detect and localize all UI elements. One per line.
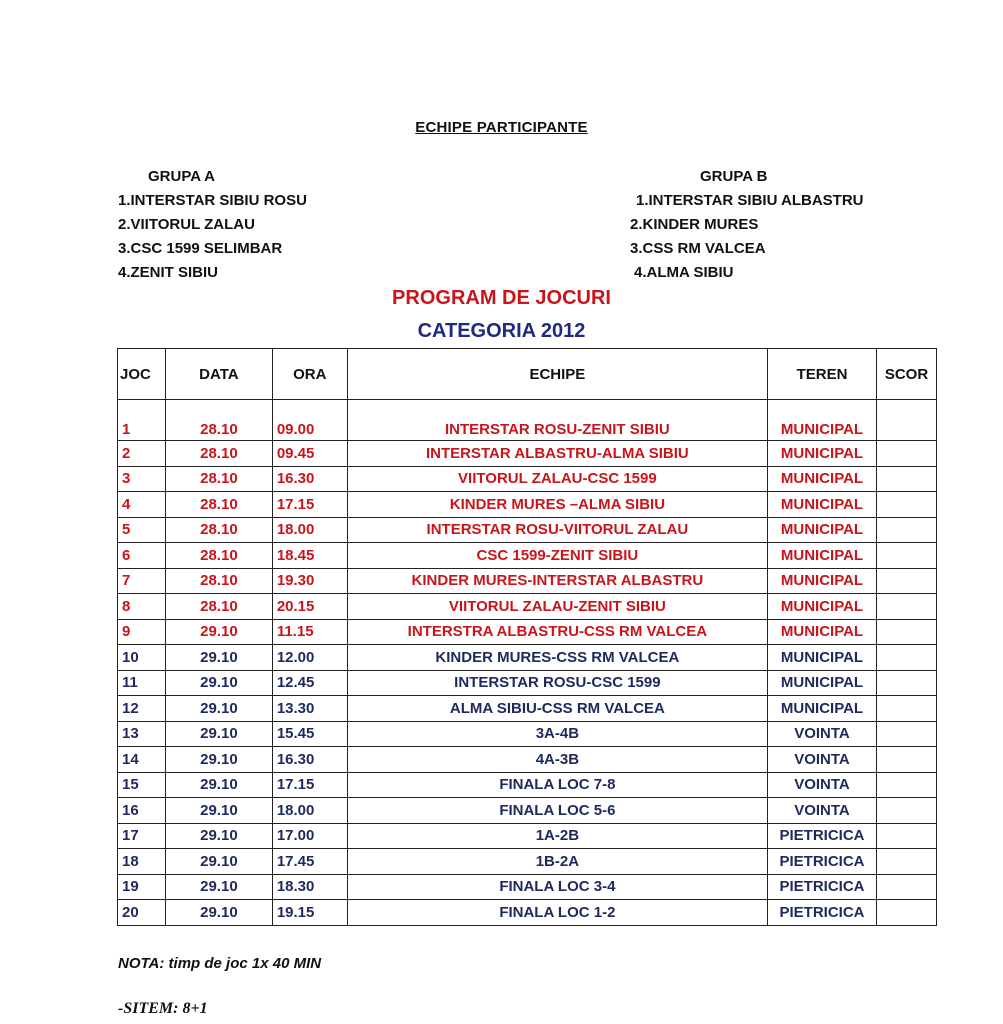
cell-ora: 12.45 xyxy=(272,670,347,696)
cell-joc: 3 xyxy=(118,466,166,492)
table-row xyxy=(118,798,937,824)
cell-ora: 13.30 xyxy=(272,696,347,722)
cell-joc: 2 xyxy=(118,441,166,467)
cell-joc: 6 xyxy=(118,543,166,569)
cell-teren: VOINTA xyxy=(768,798,877,824)
cell-data: 29.10 xyxy=(165,670,272,696)
table-row xyxy=(118,747,937,773)
cell-teren: MUNICIPAL xyxy=(768,517,877,543)
cell-teren: MUNICIPAL xyxy=(768,441,877,467)
table-row xyxy=(118,619,937,645)
cell-teren: PIETRICICA xyxy=(768,874,877,900)
group-a-team: 1.INTERSTAR SIBIU ROSU xyxy=(118,192,307,209)
cell-echipe: INTERSTAR ROSU-CSC 1599 xyxy=(347,670,767,696)
cell-scor xyxy=(876,400,936,441)
cell-echipe: 3A-4B xyxy=(347,721,767,747)
group-a xyxy=(118,165,307,285)
cell-echipe: INTERSTAR ROSU-VIITORUL ZALAU xyxy=(347,517,767,543)
cell-scor xyxy=(876,747,936,773)
cell-teren: MUNICIPAL xyxy=(768,696,877,722)
cell-joc: 14 xyxy=(118,747,166,773)
cell-joc: 10 xyxy=(118,645,166,671)
table-row xyxy=(118,400,937,441)
cell-scor xyxy=(876,772,936,798)
cell-data: 29.10 xyxy=(165,849,272,875)
cell-scor xyxy=(876,441,936,467)
cell-echipe: INTERSTAR ALBASTRU-ALMA SIBIU xyxy=(347,441,767,467)
group-b-team: 4.ALMA SIBIU xyxy=(634,264,734,281)
table-row xyxy=(118,492,937,518)
cell-scor xyxy=(876,696,936,722)
cell-data: 28.10 xyxy=(165,568,272,594)
cell-teren: PIETRICICA xyxy=(768,823,877,849)
cell-data: 29.10 xyxy=(165,747,272,773)
schedule-table xyxy=(117,348,937,926)
cell-joc: 19 xyxy=(118,874,166,900)
cell-joc: 4 xyxy=(118,492,166,518)
cell-joc: 12 xyxy=(118,696,166,722)
table-row xyxy=(118,645,937,671)
cell-joc: 20 xyxy=(118,900,166,926)
table-row xyxy=(118,594,937,620)
cell-scor xyxy=(876,517,936,543)
cell-echipe: VIITORUL ZALAU-ZENIT SIBIU xyxy=(347,594,767,620)
header-data: DATA xyxy=(165,349,272,400)
cell-ora: 17.15 xyxy=(272,492,347,518)
group-a-team: 2.VIITORUL ZALAU xyxy=(118,216,255,233)
header-joc: JOC xyxy=(118,349,166,400)
cell-scor xyxy=(876,466,936,492)
cell-ora: 15.45 xyxy=(272,721,347,747)
cell-joc: 11 xyxy=(118,670,166,696)
cell-data: 29.10 xyxy=(165,645,272,671)
cell-teren: MUNICIPAL xyxy=(768,670,877,696)
cell-ora: 19.15 xyxy=(272,900,347,926)
cell-data: 29.10 xyxy=(165,772,272,798)
table-row xyxy=(118,466,937,492)
cell-teren: PIETRICICA xyxy=(768,849,877,875)
cell-data: 28.10 xyxy=(165,517,272,543)
cell-teren: MUNICIPAL xyxy=(768,466,877,492)
cell-scor xyxy=(876,492,936,518)
group-b-team: 3.CSS RM VALCEA xyxy=(630,240,766,257)
group-b-title: GRUPA B xyxy=(700,168,768,185)
cell-echipe: FINALA LOC 5-6 xyxy=(347,798,767,824)
group-b xyxy=(630,165,864,285)
cell-joc: 13 xyxy=(118,721,166,747)
cell-ora: 09.00 xyxy=(272,400,347,441)
cell-scor xyxy=(876,568,936,594)
cell-teren: MUNICIPAL xyxy=(768,619,877,645)
cell-echipe: KINDER MURES-INTERSTAR ALBASTRU xyxy=(347,568,767,594)
cell-teren: VOINTA xyxy=(768,721,877,747)
cell-data: 28.10 xyxy=(165,466,272,492)
cell-teren: VOINTA xyxy=(768,747,877,773)
schedule-body xyxy=(118,400,937,926)
cell-data: 28.10 xyxy=(165,543,272,569)
cell-teren: MUNICIPAL xyxy=(768,645,877,671)
cell-ora: 09.45 xyxy=(272,441,347,467)
cell-scor xyxy=(876,721,936,747)
cell-data: 28.10 xyxy=(165,594,272,620)
cell-joc: 17 xyxy=(118,823,166,849)
cell-scor xyxy=(876,874,936,900)
cell-echipe: FINALA LOC 1-2 xyxy=(347,900,767,926)
group-a-team: 4.ZENIT SIBIU xyxy=(118,264,219,281)
cell-joc: 16 xyxy=(118,798,166,824)
program-title: PROGRAM DE JOCURI xyxy=(392,287,611,309)
cell-teren: MUNICIPAL xyxy=(768,400,877,441)
cell-data: 28.10 xyxy=(165,441,272,467)
group-b-team: 1.INTERSTAR SIBIU ALBASTRU xyxy=(636,192,864,209)
table-row xyxy=(118,823,937,849)
cell-ora: 18.30 xyxy=(272,874,347,900)
heading-text: ECHIPE PARTICIPANTE xyxy=(415,119,588,136)
cell-data: 28.10 xyxy=(165,492,272,518)
cell-data: 29.10 xyxy=(165,798,272,824)
cell-data: 29.10 xyxy=(165,619,272,645)
cell-joc: 7 xyxy=(118,568,166,594)
cell-echipe: ALMA SIBIU-CSS RM VALCEA xyxy=(347,696,767,722)
cell-ora: 16.30 xyxy=(272,466,347,492)
cell-ora: 18.00 xyxy=(272,517,347,543)
table-row xyxy=(118,568,937,594)
cell-joc: 1 xyxy=(118,400,166,441)
cell-scor xyxy=(876,543,936,569)
header-teren: TEREN xyxy=(768,349,877,400)
cell-joc: 5 xyxy=(118,517,166,543)
cell-echipe: KINDER MURES –ALMA SIBIU xyxy=(347,492,767,518)
cell-echipe: 1B-2A xyxy=(347,849,767,875)
table-row xyxy=(118,721,937,747)
table-header-row xyxy=(118,349,937,400)
cell-ora: 11.15 xyxy=(272,619,347,645)
group-a-team: 3.CSC 1599 SELIMBAR xyxy=(118,240,283,257)
table-row xyxy=(118,517,937,543)
table-row xyxy=(118,696,937,722)
group-a-title: GRUPA A xyxy=(148,168,215,185)
table-row xyxy=(118,441,937,467)
table-row xyxy=(118,772,937,798)
cell-teren: PIETRICICA xyxy=(768,900,877,926)
cell-data: 29.10 xyxy=(165,900,272,926)
cell-data: 28.10 xyxy=(165,400,272,441)
cell-echipe: INTERSTAR ROSU-ZENIT SIBIU xyxy=(347,400,767,441)
cell-joc: 8 xyxy=(118,594,166,620)
cell-scor xyxy=(876,823,936,849)
cell-echipe: FINALA LOC 3-4 xyxy=(347,874,767,900)
cell-data: 29.10 xyxy=(165,823,272,849)
cell-teren: MUNICIPAL xyxy=(768,492,877,518)
cell-scor xyxy=(876,900,936,926)
header-scor: SCOR xyxy=(876,349,936,400)
cell-ora: 17.15 xyxy=(272,772,347,798)
system-text: -SITEM: 8+1 xyxy=(118,1000,208,1017)
cell-scor xyxy=(876,849,936,875)
cell-joc: 18 xyxy=(118,849,166,875)
cell-echipe: 1A-2B xyxy=(347,823,767,849)
group-b-team: 2.KINDER MURES xyxy=(630,216,759,233)
category-title: CATEGORIA 2012 xyxy=(417,320,586,342)
cell-joc: 15 xyxy=(118,772,166,798)
table-row xyxy=(118,900,937,926)
cell-scor xyxy=(876,619,936,645)
cell-data: 29.10 xyxy=(165,696,272,722)
cell-data: 29.10 xyxy=(165,721,272,747)
cell-teren: MUNICIPAL xyxy=(768,543,877,569)
header-echipe: ECHIPE xyxy=(347,349,767,400)
note-text: NOTA: timp de joc 1x 40 MIN xyxy=(118,955,322,972)
cell-ora: 17.00 xyxy=(272,823,347,849)
cell-ora: 18.00 xyxy=(272,798,347,824)
cell-echipe: FINALA LOC 7-8 xyxy=(347,772,767,798)
cell-ora: 16.30 xyxy=(272,747,347,773)
cell-scor xyxy=(876,594,936,620)
cell-echipe: KINDER MURES-CSS RM VALCEA xyxy=(347,645,767,671)
cell-ora: 17.45 xyxy=(272,849,347,875)
cell-teren: VOINTA xyxy=(768,772,877,798)
header-ora: ORA xyxy=(272,349,347,400)
table-row xyxy=(118,670,937,696)
table-row xyxy=(118,874,937,900)
cell-ora: 20.15 xyxy=(272,594,347,620)
cell-teren: MUNICIPAL xyxy=(768,594,877,620)
cell-data: 29.10 xyxy=(165,874,272,900)
cell-echipe: VIITORUL ZALAU-CSC 1599 xyxy=(347,466,767,492)
cell-joc: 9 xyxy=(118,619,166,645)
cell-scor xyxy=(876,670,936,696)
table-row xyxy=(118,849,937,875)
cell-scor xyxy=(876,645,936,671)
cell-echipe: INTERSTRA ALBASTRU-CSS RM VALCEA xyxy=(347,619,767,645)
participating-teams-heading xyxy=(0,119,1003,136)
cell-echipe: CSC 1599-ZENIT SIBIU xyxy=(347,543,767,569)
cell-scor xyxy=(876,798,936,824)
table-row xyxy=(118,543,937,569)
cell-echipe: 4A-3B xyxy=(347,747,767,773)
cell-ora: 18.45 xyxy=(272,543,347,569)
cell-teren: MUNICIPAL xyxy=(768,568,877,594)
cell-ora: 19.30 xyxy=(272,568,347,594)
cell-ora: 12.00 xyxy=(272,645,347,671)
